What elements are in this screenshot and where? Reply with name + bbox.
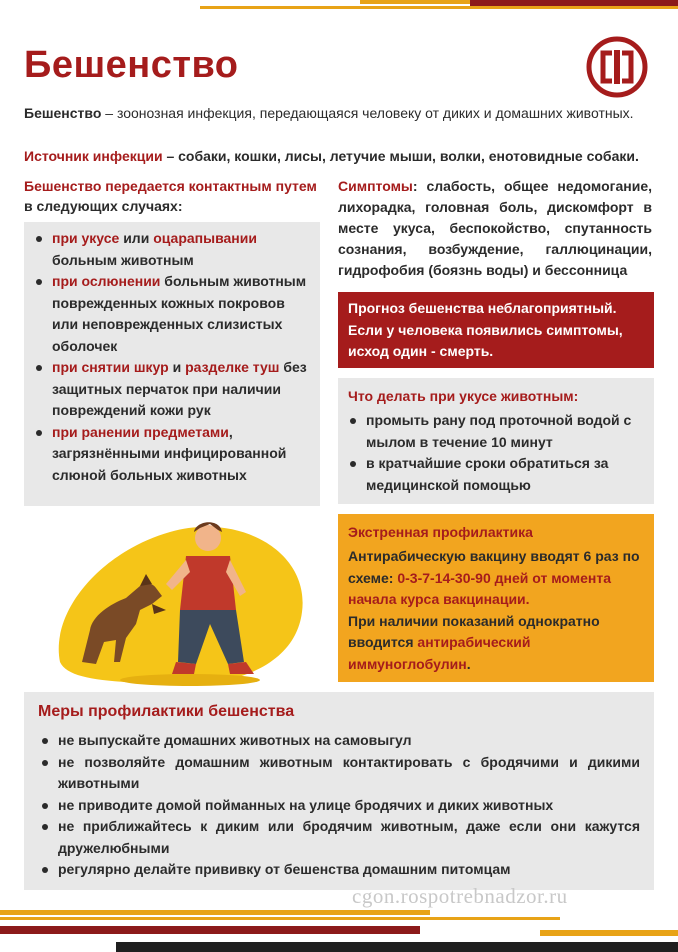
rospotrebnadzor-logo <box>586 36 648 98</box>
bottom-decor-dark <box>116 942 678 952</box>
prevention-measures-panel <box>24 692 654 890</box>
prognosis-panel: Прогноз бешенства неблагоприятный. Если у человека появились симптомы, исход один - смерть. <box>338 292 654 368</box>
immunoglobulin-end: . <box>466 655 471 672</box>
top-decor-gold-thin <box>200 6 678 9</box>
emergency-prophylaxis-panel <box>338 514 654 682</box>
bottom-decor-gold-right <box>540 930 678 936</box>
item-text: без защитных перчаток при наличии повреждений кожи рук <box>52 359 307 418</box>
intro-text: – зоонозная инфекция, передающаяся человеку от диких и домашних животных. <box>101 105 634 121</box>
schedule-highlight: 0-3-7-14-30-90 дней от момента начала курса вакцинации. <box>348 569 611 607</box>
measure-item: не приводите домой пойманных на улице бродячих и диких животных <box>38 795 640 817</box>
bite-actions-list <box>348 410 644 496</box>
item-highlight: при укусе <box>52 230 120 246</box>
source-label: Источник инфекции <box>24 148 163 164</box>
measure-item: не выпускайте домашних животных на самовыгул <box>38 730 640 752</box>
item-highlight: разделке туш <box>185 359 280 375</box>
item-text: больным животным <box>52 251 194 268</box>
transmission-heading-red: Бешенство передается контактным путем <box>24 178 317 194</box>
page-title: Бешенство <box>24 44 239 86</box>
bottom-decor-gold-thin <box>0 917 560 920</box>
schedule-text: Антирабическую вакцину вводят 6 раз по схеме: <box>348 548 640 586</box>
immunoglobulin-text: При наличии показаний однократно вводится <box>348 612 600 650</box>
measure-item: не приближайтесь к диким или бродячим животным, даже если они кажутся дружелюбными <box>38 816 640 859</box>
item-text: , загрязнёнными инфицированной слюной больных животных <box>52 423 287 483</box>
prophylaxis-schedule <box>348 546 644 611</box>
intro-term: Бешенство <box>24 105 102 121</box>
item-highlight: при ранении предметами <box>52 423 229 440</box>
transmission-heading <box>24 176 324 216</box>
intro-paragraph <box>24 103 652 123</box>
item-highlight: при снятии шкур <box>52 359 169 375</box>
item-text: или <box>119 230 154 246</box>
bottom-decor-gold <box>0 910 430 915</box>
transmission-list <box>34 228 310 486</box>
prophylaxis-immunoglobulin <box>348 611 644 676</box>
transmission-item <box>34 422 310 487</box>
transmission-panel <box>24 222 320 506</box>
measures-list <box>38 730 640 881</box>
transmission-item <box>34 271 310 357</box>
bite-action-item: в кратчайшие сроки обратиться за медицинской помощью <box>348 453 644 496</box>
symptoms-text: : слабость, общее недомогание, лихорадка, головная боль, дискомфорт в месте укуса, беспокойство, спутанность сознания, возбуждение, галлюцинации, гидрофобия (боязнь воды) и бессонница <box>338 178 652 278</box>
symptoms-paragraph <box>338 176 652 281</box>
item-highlight: при ослюнении <box>52 273 161 289</box>
item-text: и <box>168 359 186 375</box>
bite-actions-heading: Что делать при укусе животным: <box>348 388 579 404</box>
bottom-decor-red <box>0 926 420 934</box>
measure-item: регулярно делайте прививку от бешенства домашним питомцам <box>38 859 640 881</box>
measures-heading: Меры профилактики бешенства <box>38 703 295 720</box>
prophylaxis-heading: Экстренная профилактика <box>348 524 533 540</box>
transmission-item <box>34 357 310 422</box>
item-highlight: оцарапывании <box>153 230 257 246</box>
infection-source <box>24 146 664 166</box>
dog-attack-illustration <box>40 512 330 692</box>
bite-action-item: промыть рану под проточной водой с мылом в течение 10 минут <box>348 410 644 453</box>
source-text: – собаки, кошки, лисы, летучие мыши, волки, енотовидные собаки. <box>162 148 639 164</box>
transmission-heading-rest: в следующих случаях: <box>24 198 183 214</box>
item-text: больным животным поврежденных кожных покровов или неповрежденных слизистых оболочек <box>52 273 307 354</box>
bite-actions-panel <box>338 378 654 504</box>
immunoglobulin-highlight: антирабический иммуноглобулин <box>348 634 531 672</box>
transmission-item <box>34 228 310 271</box>
top-decor-red <box>470 0 678 6</box>
measure-item: не позволяйте домашним животным контактировать с бродячими и дикими животными <box>38 752 640 795</box>
site-watermark: cgon.rospotrebnadzor.ru <box>352 884 568 908</box>
symptoms-label: Симптомы <box>338 178 413 194</box>
